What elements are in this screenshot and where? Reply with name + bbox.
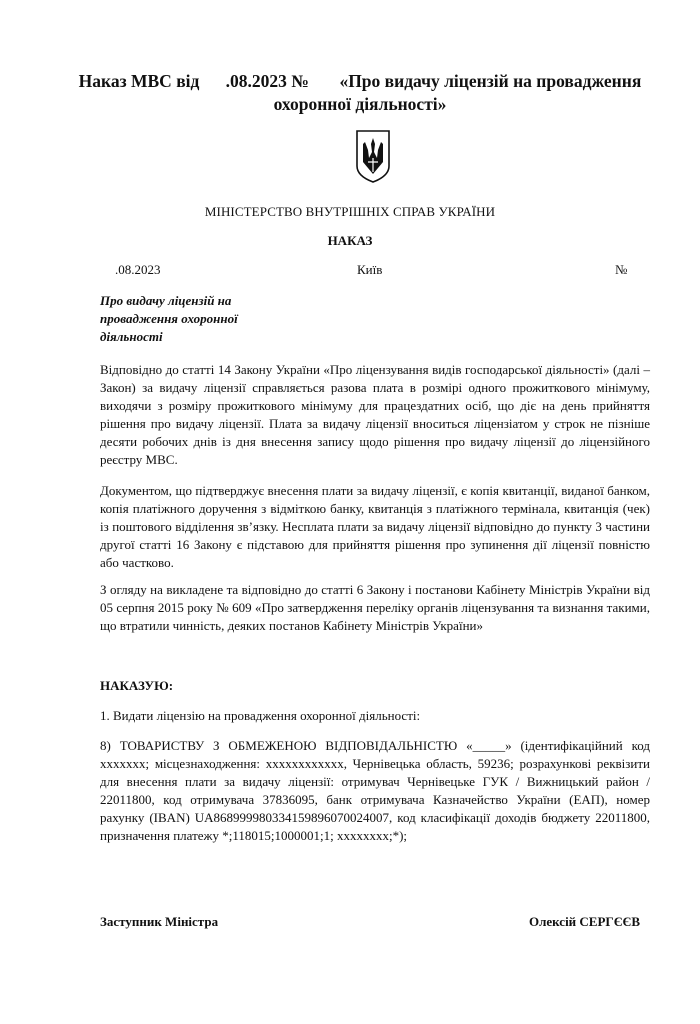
order-subject: Про видачу ліцензій на провадження охоронної діяльності xyxy=(100,293,238,344)
decree-item-1: 1. Видати ліцензію на провадження охоронної діяльності: xyxy=(100,708,421,723)
ministry-name: МІНІСТЕРСТВО ВНУТРІШНІХ СПРАВ УКРАЇНИ xyxy=(204,204,496,219)
decree-item-8: 8) ТОВАРИСТВУ З ОБМЕЖЕНОЮ ВІДПОВІДАЛЬНІСТЮ «_____» (ідентифікаційний код ххххххх; місцезнаходження: хххххххххххх, Чернівецька область, 59236; розрахункові реквізити для внесення плати за видачу ліцензії: отримувач Чернівецьке ГУК / Вижницький район / 22011800, код отримувача 37836095, банк отримувача Казначейство України (ЕАП), номер рахунку (IBAN) UA868999980334159896070024007, код класифікації доходів бюджету 22011800, призначення платежу *;118015;1000001;1; хххххххх;*); xyxy=(100,738,650,843)
paragraph-legal-basis: Відповідно до статті 14 Закону України «Про ліцензування видів господарської діяльності» (далі – Закон) за видачу ліцензії справляється разова плата в розмірі одного прожиткового мінімуму, виходячи з розміру прожиткового мінімуму для працездатних осіб, що діє на день прийняття рішення про видачу ліцензії. Плата за видачу ліцензії вноситься ліцензіатом у строк не пізніше десяти робочих днів із дня внесення запису щодо рішення про видачу ліцензії до ліцензійного реєстру МВС. xyxy=(100,362,650,467)
title-line-1: Наказ МВС від .08.2023 № «Про видачу ліцензій на провадження xyxy=(78,71,642,91)
decree-heading: НАКАЗУЮ: xyxy=(100,678,174,693)
order-number: № xyxy=(615,262,628,277)
trident-coat-of-arms-icon xyxy=(354,128,392,184)
signatory-name: Олексій СЕРГЄЄВ xyxy=(528,914,640,929)
document-type: НАКАЗ xyxy=(327,233,373,248)
signatory-position: Заступник Міністра xyxy=(100,914,219,929)
document-title xyxy=(60,70,660,116)
order-date: .08.2023 xyxy=(115,262,161,277)
title-line-2: охоронної діяльності» xyxy=(273,94,447,114)
paragraph-grounds: З огляду на викладене та відповідно до статті 6 Закону і постанови Кабінету Міністрів України від 05 серпня 2015 року № 609 «Про затвердження переліку органів ліцензування та визнання такими, що втратили чинність, деяких постанов Кабінету Міністрів України» xyxy=(100,582,650,633)
order-city: Київ xyxy=(357,262,383,277)
paragraph-payment-proof: Документом, що підтверджує внесення плати за видачу ліцензії, є копія квитанції, виданої банком, копія платіжного доручення з відміткою банку, квитанція з платіжного термінала, квитанція (чек) із поштового відділення зв’язку. Несплата плати за видачу ліцензії відповідно до пункту 3 частини другої статті 16 Закону є підставою для прийняття рішення про зупинення дії ліцензії повністю або частково. xyxy=(100,483,650,570)
